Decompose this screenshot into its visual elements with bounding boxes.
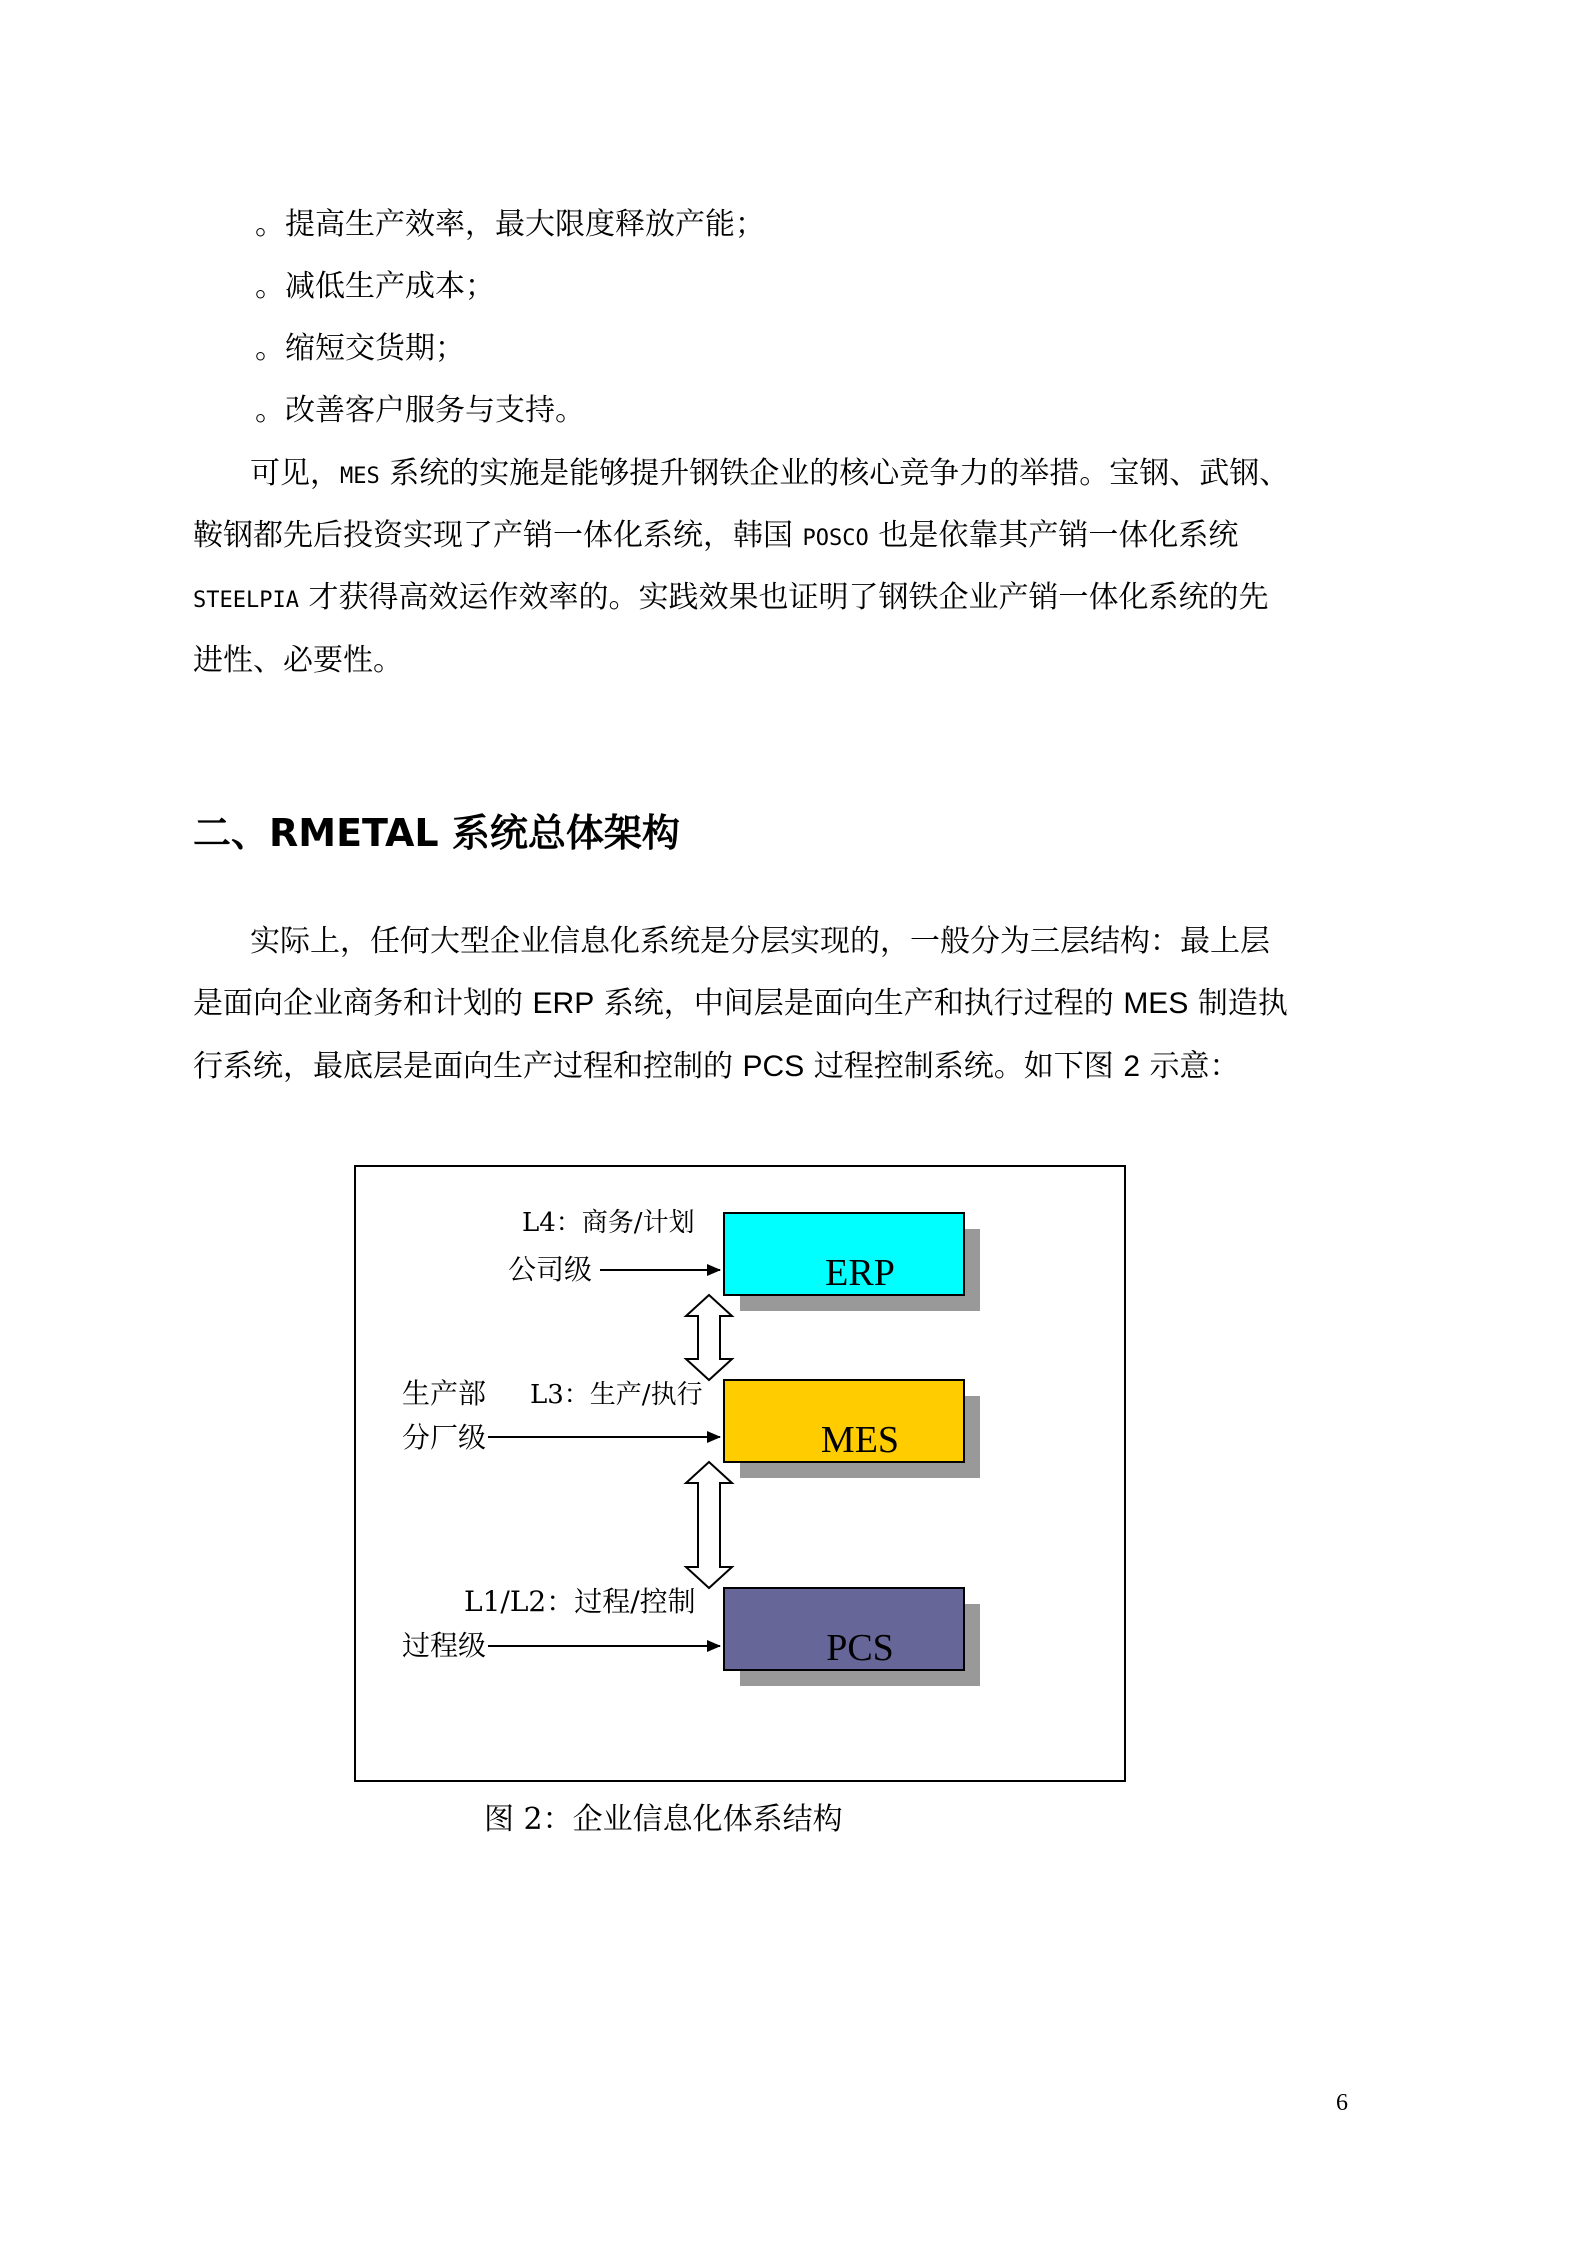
process-level-label: 过程级 — [402, 1629, 487, 1662]
page-number: 6 — [1336, 2090, 1348, 2116]
text-run: 过程控制系统。如下图 — [804, 1049, 1124, 1084]
erp-mes-double-arrow — [686, 1295, 732, 1380]
paragraph-line: 实际上，任何大型企业信息化系统是分层实现的，一般分为三层结构：最上层 — [250, 924, 1270, 959]
figure-caption: 图 2：企业信息化体系结构 — [484, 1802, 843, 1837]
l3-label: L3：生产/执行 — [530, 1380, 703, 1410]
production-level-label-line1: 生产部 — [402, 1377, 487, 1410]
text-run: 示意： — [1140, 1049, 1240, 1084]
paragraph-line — [193, 578, 1269, 621]
text-run: 行系统，最底层是面向生产过程和控制的 — [193, 1049, 743, 1084]
mes-label: MES — [820, 1419, 900, 1461]
term-steelpia: STEELPIA — [193, 588, 299, 613]
text-run: 可见， — [250, 456, 340, 491]
term-mes: MES — [1123, 987, 1189, 1020]
production-level-label-line2: 分厂级 — [402, 1421, 487, 1454]
text-run: 系统，中间层是面向生产和执行过程的 — [594, 986, 1124, 1021]
text-run: 制造执 — [1188, 986, 1288, 1021]
figure-number: 2 — [1123, 1050, 1140, 1083]
text-run: 鞍钢都先后投资实现了产销一体化系统，韩国 — [193, 518, 803, 553]
paragraph-line — [193, 1047, 1240, 1087]
paragraph-line — [193, 516, 1238, 559]
term-posco: POSCO — [802, 526, 869, 551]
erp-label: ERP — [825, 1252, 895, 1294]
bullet-item: 。提高生产效率，最大限度释放产能； — [255, 207, 765, 242]
mes-pcs-double-arrow — [686, 1462, 732, 1588]
bullet-item: 。缩短交货期； — [255, 331, 465, 366]
l1l2-label: L1/L2：过程/控制 — [464, 1585, 696, 1618]
paragraph-line — [193, 984, 1288, 1024]
text-run: 是面向企业商务和计划的 — [193, 986, 533, 1021]
bullet-item: 。减低生产成本； — [255, 269, 495, 304]
text-run: 系统的实施是能够提升钢铁企业的核心竞争力的举措。宝钢、武钢、 — [379, 456, 1290, 491]
term-mes: MES — [340, 464, 380, 489]
paragraph-line: 进性、必要性。 — [193, 643, 403, 678]
section-heading: 二、RMETAL 系统总体架构 — [193, 811, 680, 855]
architecture-diagram — [354, 1165, 1126, 1782]
company-level-label: 公司级 — [507, 1253, 592, 1286]
text-run: 才获得高效运作效率的。实践效果也证明了钢铁企业产销一体化系统的先 — [298, 580, 1269, 615]
term-erp: ERP — [532, 987, 595, 1020]
paragraph-line — [250, 454, 1289, 497]
text-run: 也是依靠其产销一体化系统 — [868, 518, 1239, 553]
bullet-item: 。改善客户服务与支持。 — [255, 393, 585, 428]
l4-label: L4：商务/计划 — [522, 1208, 695, 1238]
term-pcs: PCS — [742, 1050, 805, 1083]
pcs-label: PCS — [826, 1627, 894, 1669]
